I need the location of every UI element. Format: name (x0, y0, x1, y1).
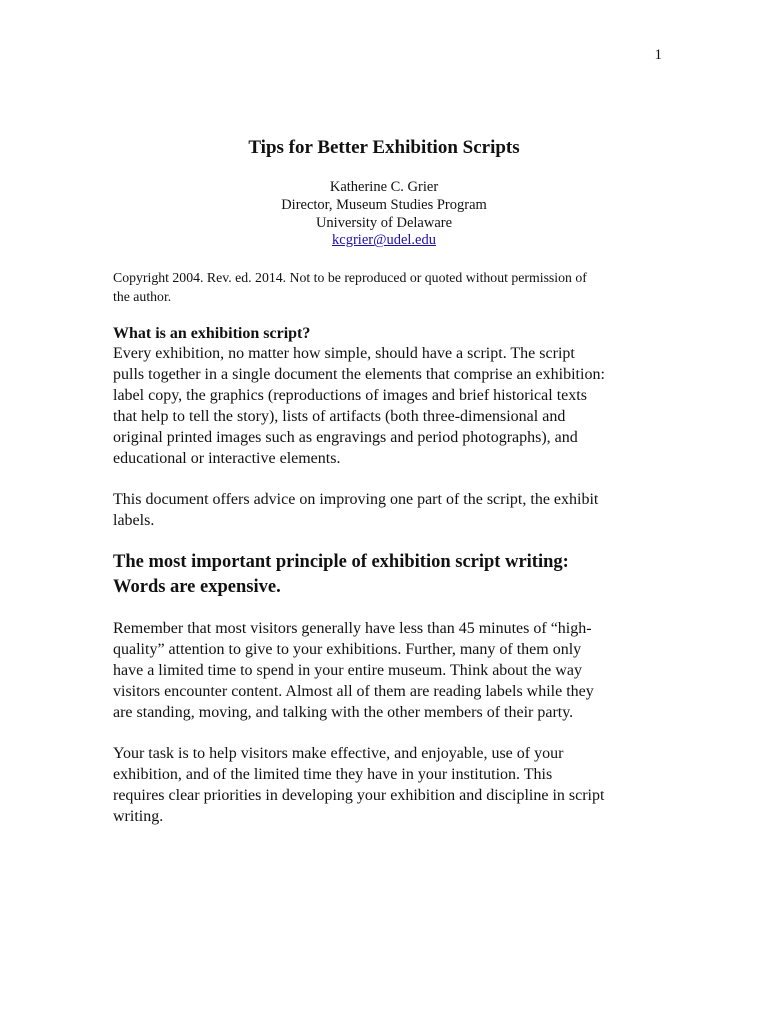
author-name: Katherine C. Grier (329, 179, 439, 195)
text-line: pulls together in a single document the elements that comprise an exhibition: (113, 365, 605, 383)
text-line: educational or interactive elements. (113, 449, 341, 467)
author-email-link[interactable]: kcgrier@udel.edu (332, 232, 436, 249)
author-block (0, 179, 768, 250)
paragraph-script-definition (113, 344, 663, 469)
text-line: Your task is to help visitors make effective, and enjoyable, use of your (113, 745, 564, 762)
author-institution: University of Delaware (315, 214, 453, 231)
text-line: labels. (113, 511, 155, 529)
copyright-notice (113, 268, 653, 306)
paragraph-visitor-attention (113, 619, 663, 724)
copyright-line: Copyright 2004. Rev. ed. 2014. Not to be reproduced or quoted without permission of (113, 270, 587, 285)
paragraph-your-task (113, 744, 663, 828)
copyright-line: the author. (113, 289, 172, 304)
section-heading-what-is-script: What is an exhibition script? (113, 325, 311, 342)
text-line: original printed images such as engravings and period photographs), and (113, 428, 578, 446)
text-line: exhibition, and of the limited time they have in your institution. This (113, 765, 553, 783)
document-title: Tips for Better Exhibition Scripts (248, 137, 520, 158)
text-line: Every exhibition, no matter how simple, should have a script. The script (113, 345, 575, 362)
section-heading-words-expensive (113, 550, 673, 600)
text-line: This document offers advice on improving one part of the script, the exhibit (113, 491, 599, 508)
text-line: visitors encounter content. Almost all of them are reading labels while they (113, 682, 594, 700)
text-line: requires clear priorities in developing your exhibition and discipline in script (113, 786, 605, 804)
text-line: Remember that most visitors generally have less than 45 minutes of “high- (113, 620, 592, 637)
text-line: have a limited time to spend in your entire museum. Think about the way (113, 661, 582, 679)
author-position: Director, Museum Studies Program (281, 196, 487, 213)
text-line: are standing, moving, and talking with the other members of their party. (113, 703, 574, 721)
heading-line: Words are expensive. (113, 577, 281, 597)
heading-line: The most important principle of exhibition script writing: (113, 552, 569, 572)
text-line: label copy, the graphics (reproductions of images and brief historical texts (113, 386, 587, 404)
text-line: that help to tell the story), lists of artifacts (both three-dimensional and (113, 407, 566, 425)
text-line: quality” attention to give to your exhibitions. Further, many of them only (113, 640, 582, 658)
page-number: 1 (654, 47, 662, 63)
paragraph-document-purpose (113, 490, 663, 532)
text-line: writing. (113, 807, 164, 825)
